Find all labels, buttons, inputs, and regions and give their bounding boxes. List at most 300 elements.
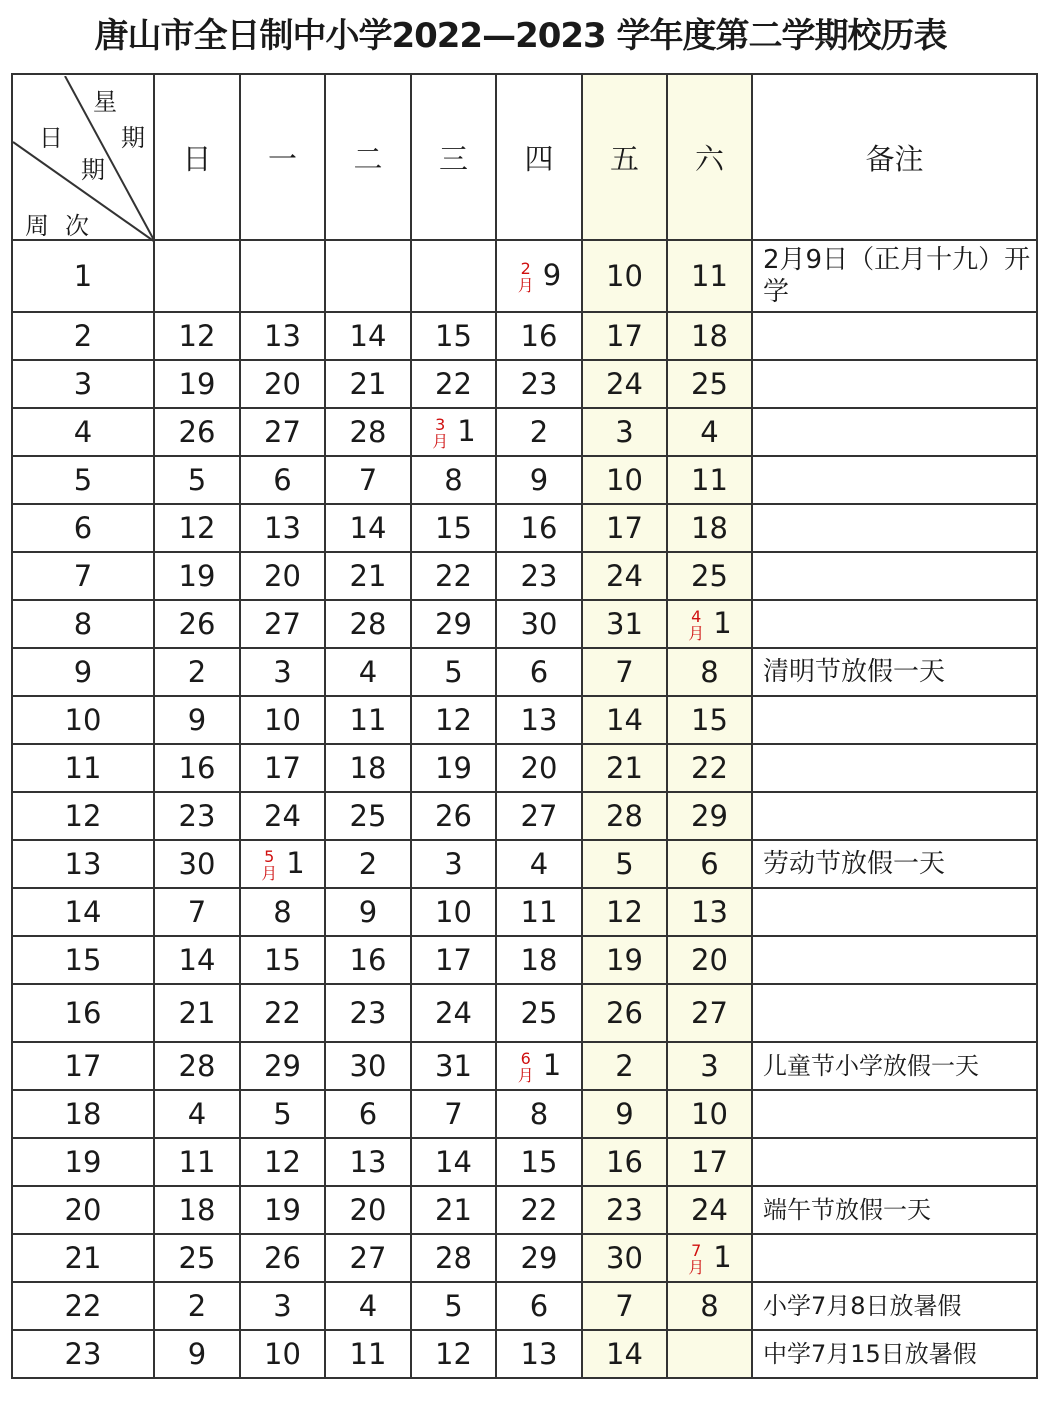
date-value: 10 (691, 1097, 728, 1131)
date-cell (154, 840, 240, 888)
header-day-thu: 四 (496, 74, 582, 240)
date-value: 29 (520, 1241, 558, 1275)
date-value: 17 (264, 751, 301, 785)
date-cell (667, 360, 752, 408)
date-cell (496, 840, 582, 888)
date-value: 4 (358, 1289, 378, 1323)
note-cell: 中学7月15日放暑假 (752, 1330, 1037, 1378)
note-cell (752, 696, 1037, 744)
date-cell (325, 1090, 411, 1138)
header-day-wed: 三 (411, 74, 496, 240)
date-value: 2 (187, 655, 207, 689)
date-cell (240, 1186, 325, 1234)
date-cell (154, 504, 240, 552)
week-number-cell: 20 (12, 1186, 154, 1234)
month-start-label (260, 848, 278, 882)
note-cell (752, 1234, 1037, 1282)
date-cell (154, 408, 240, 456)
date-cell (496, 360, 582, 408)
date-cell (582, 888, 667, 936)
date-cell (154, 1186, 240, 1234)
date-cell (154, 792, 240, 840)
month-start-label (517, 260, 535, 294)
table-row (12, 456, 1037, 504)
date-value: 31 (606, 607, 643, 641)
date-value: 27 (349, 1241, 387, 1275)
date-cell (325, 1042, 411, 1090)
date-value: 3 (700, 1049, 719, 1083)
date-cell (154, 1042, 240, 1090)
date-cell (582, 1330, 667, 1378)
date-cell (496, 1138, 582, 1186)
date-value: 4 (700, 415, 719, 449)
date-value: 7 (358, 463, 378, 497)
date-value: 6 (358, 1097, 378, 1131)
date-value: 7 (615, 1289, 634, 1323)
date-cell (154, 1234, 240, 1282)
date-value: 2 (529, 415, 549, 449)
header-day-sun: 日 (154, 74, 240, 240)
date-cell (240, 240, 325, 312)
date-value: 11 (349, 703, 387, 737)
date-value: 23 (520, 367, 558, 401)
date-value: 14 (606, 703, 643, 737)
note-cell (752, 1090, 1037, 1138)
week-number-cell: 4 (12, 408, 154, 456)
week-number-cell: 19 (12, 1138, 154, 1186)
date-cell (325, 648, 411, 696)
date-value: 5 (187, 463, 207, 497)
date-value: 4 (187, 1097, 207, 1131)
week-number-cell: 7 (12, 552, 154, 600)
date-value: 25 (691, 559, 728, 593)
table-row (12, 1330, 1037, 1378)
week-number-cell: 6 (12, 504, 154, 552)
date-value: 3 (615, 415, 634, 449)
date-value: 1 (286, 846, 305, 880)
date-value: 22 (435, 367, 472, 401)
table-row (12, 1090, 1037, 1138)
date-cell (154, 696, 240, 744)
date-cell (240, 1282, 325, 1330)
date-cell (496, 240, 582, 312)
date-cell (325, 456, 411, 504)
date-value: 20 (264, 559, 301, 593)
date-value: 23 (349, 996, 387, 1030)
date-value: 12 (435, 1337, 472, 1371)
date-value: 13 (520, 1337, 558, 1371)
date-value: 4 (358, 655, 378, 689)
date-cell (411, 240, 496, 312)
date-value: 20 (520, 751, 558, 785)
note-cell: 清明节放假一天 (752, 648, 1037, 696)
date-cell (667, 312, 752, 360)
date-cell (325, 984, 411, 1042)
date-cell (667, 1234, 752, 1282)
date-value: 26 (435, 799, 472, 833)
month-unit: 月 (517, 1066, 534, 1085)
date-value: 15 (435, 319, 472, 353)
note-cell (752, 1138, 1037, 1186)
date-cell (154, 936, 240, 984)
date-value: 6 (273, 463, 292, 497)
date-cell (240, 456, 325, 504)
date-cell (240, 1042, 325, 1090)
date-value: 17 (691, 1145, 728, 1179)
week-number-cell: 17 (12, 1042, 154, 1090)
date-value: 26 (178, 415, 216, 449)
date-value: 6 (529, 655, 549, 689)
date-value: 4 (529, 847, 549, 881)
date-cell (411, 1138, 496, 1186)
date-value: 24 (435, 996, 472, 1030)
corner-qi-mid: 期 (81, 156, 105, 184)
date-cell (667, 1090, 752, 1138)
date-cell (667, 696, 752, 744)
date-value: 13 (349, 1145, 387, 1179)
date-value: 19 (178, 367, 216, 401)
date-value: 28 (178, 1049, 216, 1083)
date-cell (667, 840, 752, 888)
date-cell (496, 1234, 582, 1282)
date-cell (496, 1282, 582, 1330)
date-cell (667, 552, 752, 600)
date-cell (582, 1234, 667, 1282)
page-title: 唐山市全日制中小学2022—2023 学年度第二学期校历表 (94, 16, 947, 56)
date-value: 24 (691, 1193, 728, 1227)
date-cell (240, 792, 325, 840)
month-number: 6 (520, 1049, 531, 1068)
date-cell (240, 696, 325, 744)
date-cell (411, 600, 496, 648)
date-cell (240, 744, 325, 792)
date-cell (154, 600, 240, 648)
date-cell (325, 312, 411, 360)
date-cell (496, 1186, 582, 1234)
date-cell (582, 456, 667, 504)
date-value: 13 (520, 703, 558, 737)
date-cell (154, 1282, 240, 1330)
table-row (12, 1186, 1037, 1234)
date-cell (667, 504, 752, 552)
date-value: 17 (435, 943, 472, 977)
date-cell (411, 984, 496, 1042)
month-number: 5 (264, 847, 275, 866)
note-cell: 儿童节小学放假一天 (752, 1042, 1037, 1090)
week-number-cell: 9 (12, 648, 154, 696)
date-cell (496, 600, 582, 648)
week-number-cell: 14 (12, 888, 154, 936)
date-cell (667, 1282, 752, 1330)
date-value: 12 (264, 1145, 301, 1179)
date-value: 30 (349, 1049, 387, 1083)
table-row (12, 360, 1037, 408)
header-day-tue: 二 (325, 74, 411, 240)
month-unit: 月 (432, 432, 449, 451)
school-calendar-table (11, 73, 1038, 1379)
date-cell (325, 240, 411, 312)
date-value: 18 (691, 319, 728, 353)
date-cell (240, 936, 325, 984)
header-day-mon: 一 (240, 74, 325, 240)
date-cell (496, 504, 582, 552)
week-number-cell: 15 (12, 936, 154, 984)
note-cell (752, 984, 1037, 1042)
note-cell (752, 792, 1037, 840)
date-cell (411, 1186, 496, 1234)
date-value: 25 (520, 996, 558, 1030)
date-value: 8 (700, 1289, 719, 1323)
date-cell (582, 840, 667, 888)
date-value: 1 (713, 1240, 732, 1274)
table-row (12, 504, 1037, 552)
date-value: 21 (435, 1193, 472, 1227)
date-cell (582, 648, 667, 696)
date-cell (582, 696, 667, 744)
date-value: 23 (178, 799, 216, 833)
date-cell (411, 312, 496, 360)
header-row (12, 74, 1037, 240)
date-value: 24 (264, 799, 301, 833)
date-value: 12 (178, 319, 216, 353)
date-cell (154, 744, 240, 792)
date-value: 15 (435, 511, 472, 545)
date-value: 21 (178, 996, 216, 1030)
date-cell (325, 888, 411, 936)
month-unit: 月 (261, 864, 278, 883)
table-row (12, 840, 1037, 888)
date-value: 21 (349, 559, 387, 593)
date-value: 12 (178, 511, 216, 545)
date-cell (667, 600, 752, 648)
week-number-cell: 10 (12, 696, 154, 744)
table-row (12, 600, 1037, 648)
note-cell (752, 600, 1037, 648)
date-cell (411, 1234, 496, 1282)
date-cell (240, 1138, 325, 1186)
date-value: 21 (606, 751, 643, 785)
date-value: 24 (606, 367, 643, 401)
date-cell (411, 696, 496, 744)
date-cell (411, 552, 496, 600)
table-row (12, 1138, 1037, 1186)
date-cell (667, 888, 752, 936)
date-cell (240, 840, 325, 888)
date-cell (325, 360, 411, 408)
date-value: 18 (349, 751, 387, 785)
date-value: 15 (520, 1145, 558, 1179)
date-cell (496, 312, 582, 360)
note-cell (752, 504, 1037, 552)
date-cell (325, 1138, 411, 1186)
note-cell (752, 312, 1037, 360)
date-cell (411, 648, 496, 696)
date-value: 17 (606, 319, 643, 353)
date-value: 31 (435, 1049, 472, 1083)
week-number-cell: 16 (12, 984, 154, 1042)
date-cell (240, 648, 325, 696)
date-cell (582, 984, 667, 1042)
date-cell (240, 1330, 325, 1378)
table-row (12, 408, 1037, 456)
date-value: 3 (273, 1289, 292, 1323)
month-start-label (687, 608, 705, 642)
date-cell (582, 504, 667, 552)
week-number-cell: 1 (12, 240, 154, 312)
date-cell (496, 744, 582, 792)
date-cell (154, 1330, 240, 1378)
date-cell (154, 984, 240, 1042)
date-value: 16 (178, 751, 216, 785)
date-cell (411, 408, 496, 456)
note-cell: 端午节放假一天 (752, 1186, 1037, 1234)
date-value: 5 (444, 1289, 463, 1323)
date-cell (582, 792, 667, 840)
date-cell (154, 360, 240, 408)
date-value: 30 (606, 1241, 643, 1275)
date-value: 16 (606, 1145, 643, 1179)
date-cell (240, 312, 325, 360)
date-cell (411, 840, 496, 888)
date-value: 26 (178, 607, 216, 641)
date-value: 19 (178, 559, 216, 593)
week-number-cell: 22 (12, 1282, 154, 1330)
date-value: 23 (606, 1193, 643, 1227)
date-cell (154, 456, 240, 504)
date-value: 8 (700, 655, 719, 689)
date-cell (411, 1042, 496, 1090)
date-value: 13 (264, 511, 301, 545)
date-cell (582, 744, 667, 792)
date-value: 11 (349, 1337, 387, 1371)
date-cell (496, 792, 582, 840)
month-start-label (431, 416, 449, 450)
date-value: 30 (178, 847, 216, 881)
table-row (12, 552, 1037, 600)
date-value: 18 (520, 943, 558, 977)
date-value: 7 (187, 895, 207, 929)
month-start-label (517, 1050, 535, 1084)
date-cell (240, 1090, 325, 1138)
date-cell (411, 744, 496, 792)
date-cell (240, 984, 325, 1042)
note-cell (752, 936, 1037, 984)
date-value: 9 (542, 258, 562, 292)
date-cell (496, 696, 582, 744)
note-cell (752, 360, 1037, 408)
date-cell (411, 792, 496, 840)
date-cell (325, 552, 411, 600)
week-number-cell: 11 (12, 744, 154, 792)
date-cell (582, 312, 667, 360)
note-cell (752, 552, 1037, 600)
date-cell (667, 1138, 752, 1186)
date-value: 30 (520, 607, 558, 641)
date-cell (411, 1330, 496, 1378)
date-cell (582, 1282, 667, 1330)
date-cell (325, 792, 411, 840)
date-cell (411, 360, 496, 408)
date-value: 1 (457, 414, 476, 448)
date-value: 22 (435, 559, 472, 593)
date-value: 29 (264, 1049, 301, 1083)
date-value: 14 (349, 319, 387, 353)
date-cell (240, 600, 325, 648)
table-row (12, 240, 1037, 312)
date-value: 14 (435, 1145, 472, 1179)
header-day-fri: 五 (582, 74, 667, 240)
date-cell (325, 408, 411, 456)
date-value: 27 (520, 799, 558, 833)
date-cell (154, 240, 240, 312)
week-number-cell: 3 (12, 360, 154, 408)
date-value: 20 (691, 943, 728, 977)
date-value: 16 (520, 511, 558, 545)
date-cell (325, 696, 411, 744)
date-cell (582, 240, 667, 312)
date-value: 11 (691, 259, 728, 293)
date-cell (240, 888, 325, 936)
note-cell (752, 456, 1037, 504)
date-value: 5 (273, 1097, 292, 1131)
date-cell (325, 1234, 411, 1282)
date-cell (496, 552, 582, 600)
date-cell (667, 1186, 752, 1234)
month-unit: 月 (688, 624, 705, 643)
date-value: 5 (444, 655, 463, 689)
date-cell (667, 240, 752, 312)
date-value: 26 (606, 996, 643, 1030)
date-cell (154, 648, 240, 696)
corner-ci: 次 (65, 212, 89, 240)
month-number: 2 (520, 259, 531, 278)
date-value: 9 (358, 895, 378, 929)
table-row (12, 1234, 1037, 1282)
date-cell (667, 456, 752, 504)
date-cell (667, 744, 752, 792)
date-cell (667, 1330, 752, 1378)
date-value: 27 (691, 996, 728, 1030)
corner-qi-top: 期 (121, 124, 145, 152)
date-value: 10 (606, 463, 643, 497)
date-cell (496, 888, 582, 936)
date-cell (154, 888, 240, 936)
date-value: 7 (615, 655, 634, 689)
date-value: 27 (264, 415, 301, 449)
date-cell (240, 504, 325, 552)
date-value: 9 (529, 463, 549, 497)
date-cell (240, 1234, 325, 1282)
date-cell (325, 936, 411, 984)
date-cell (496, 456, 582, 504)
date-cell (582, 1138, 667, 1186)
date-cell (325, 840, 411, 888)
date-value: 29 (691, 799, 728, 833)
month-number: 7 (691, 1241, 702, 1260)
date-value: 12 (435, 703, 472, 737)
date-cell (582, 1186, 667, 1234)
date-value: 28 (435, 1241, 472, 1275)
date-cell (496, 408, 582, 456)
corner-header-cell (12, 74, 154, 240)
week-number-cell: 12 (12, 792, 154, 840)
date-cell (667, 1042, 752, 1090)
date-value: 9 (187, 703, 207, 737)
date-value: 12 (606, 895, 643, 929)
date-value: 23 (520, 559, 558, 593)
date-value: 28 (349, 415, 387, 449)
header-day-sat: 六 (667, 74, 752, 240)
